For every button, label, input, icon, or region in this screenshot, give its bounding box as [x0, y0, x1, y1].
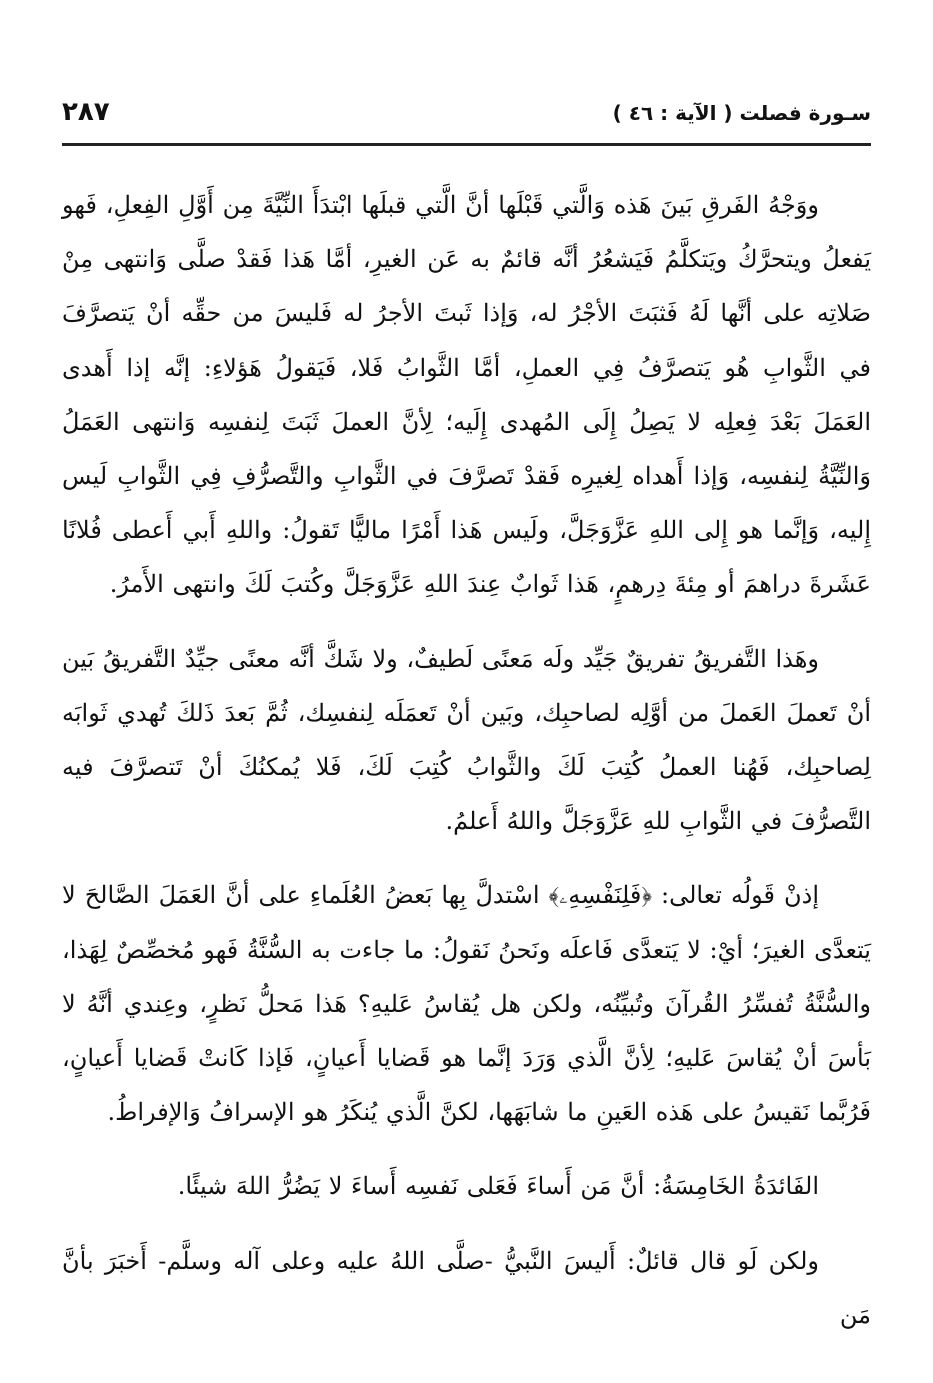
sura-title: سـورة فصلت ( الآية : ٤٦ ) [612, 101, 871, 125]
paragraph-5: ولكن لَو قال قائلٌ: أَليسَ النَّبيُّ -صلَّى اللهُ عليه وعلى آله وسلَّم- أَخبَرَ بأنَّ مَن [62, 1246, 871, 1329]
header-divider [62, 143, 871, 146]
body-text [62, 178, 871, 1342]
paragraph-1: ووَجْهُ الفَرقِ بَينَ هَذه وَالَّتي قَبْلَها أنَّ الَّتي قبلَها ابْتدَأَ النِّيَّةَ مِن أَوَّلِ الفِعلِ، فَهو يَفعلُ ويتحرَّكُ ويَتكلَّمُ فَيَشعُرُ أنَّه قائمٌ به عَن الغيرِ، أمَّا هَذا فَقدْ صلَّى وَانتهى مِنْ صَلاتِه على أنَّها لَهُ فَثبَتَ الأجْرُ له، وَإذا ثَبتَ الأجرُ له فَليسَ من حقِّه أنْ يَتصرَّفَ في الثَّوابِ هُو يَتصرَّفُ فِي العملِ، أمَّا الثَّوابُ فَلا، فَيَقولُ هَؤلاءِ: إنَّه إذا أَهدى العَمَلَ بَعْدَ فِعلِه لا يَصِلُ إِلَى المُهدى إِلَيه؛ لِأنَّ العملَ ثَبَتَ لِنفسِه وَانتهى العَمَلُ وَالنِّيَّةُ لِنفسِه، وَإذا أَهداه لِغيرِه فَقدْ تَصرَّفَ في الثَّوابِ والتَّصرُّفِ فِي الثَّوابِ لَيس إِليه، وَإنَّما هو إِلى اللهِ عَزَّوَجَلَّ، ولَيس هَذا أَمْرًا ماليًّا تَقولُ: واللهِ أَبي أَعطى فُلانًا عَشَرةَ دراهمَ أو مِئةَ دِرهمٍ، هَذا ثَوابٌ عِندَ اللهِ عَزَّوَجَلَّ وكُتبَ لَكَ وانتهى الأَمرُ. [62, 191, 871, 599]
paragraph-2: وهَذا التَّفريقُ تفريقٌ جَيِّد ولَه مَعنًى لَطيفٌ، ولا شَكَّ أنَّه معنًى جيِّدٌ التَّفريقُ بَين أنْ تَعملَ العَملَ من أوَّلِه لصاحبِك، وبَين أنْ تَعمَلَه لِنفسِك، ثُمَّ بَعدَ ذَلكَ تُهدي ثَوابَه لِصاحبِك، فَهُنا العملُ كُتِبَ لَكَ والثَّوابُ كُتِبَ لَكَ، فَلا يُمكنُكَ أنْ تَتصرَّفَ فيه التَّصرُّفَ في الثَّوابِ للهِ عَزَّوَجَلَّ واللهُ أَعلمُ. [62, 644, 871, 836]
paragraph-4: الفَائدَةُ الخَامِسَةُ: أنَّ مَن أَساءَ فَعَلى نَفسِه أَساءَ لا يَضُرُّ اللهَ شيئًا. [177, 1172, 819, 1201]
page-number: ٢٨٧ [62, 97, 110, 127]
paragraph-3: إذنْ قَولُه تعالى: ﴿فَلِنَفْسِهِۦ﴾ اسْتدلَّ بِها بَعضُ العُلَماءِ على أنَّ العَمَلَ الصَّالحَ لا يَتعدَّى الغيرَ؛ أيْ: لا يَتعدَّى فَاعلَه ونَحنُ نَقولُ: ما جاءت به السُّنَّةُ فَهو مُخصِّصٌ لِهَذا، والسُّنَّةُ تُفسِّرُ القُرآنَ وتُبيِّنُه، ولكن هل يُقاسُ عَليهِ؟ هَذا مَحلُّ نَظرٍ، وعِندي أنَّهُ لا بَأسَ أنْ يُقاسَ عَليهِ؛ لِأنَّ الَّذي وَرَدَ إنَّما هو قَضايا أَعيانٍ، فَإذا كَانتْ قَضايا أَعيانٍ، فَرُبَّما نَقيسُ على هَذه العَينِ ما شابَهَها، لكنَّ الَّذي يُنكَرُ هو الإسرافُ وَالإفراطُ. [62, 881, 871, 1127]
page-header [62, 97, 871, 137]
